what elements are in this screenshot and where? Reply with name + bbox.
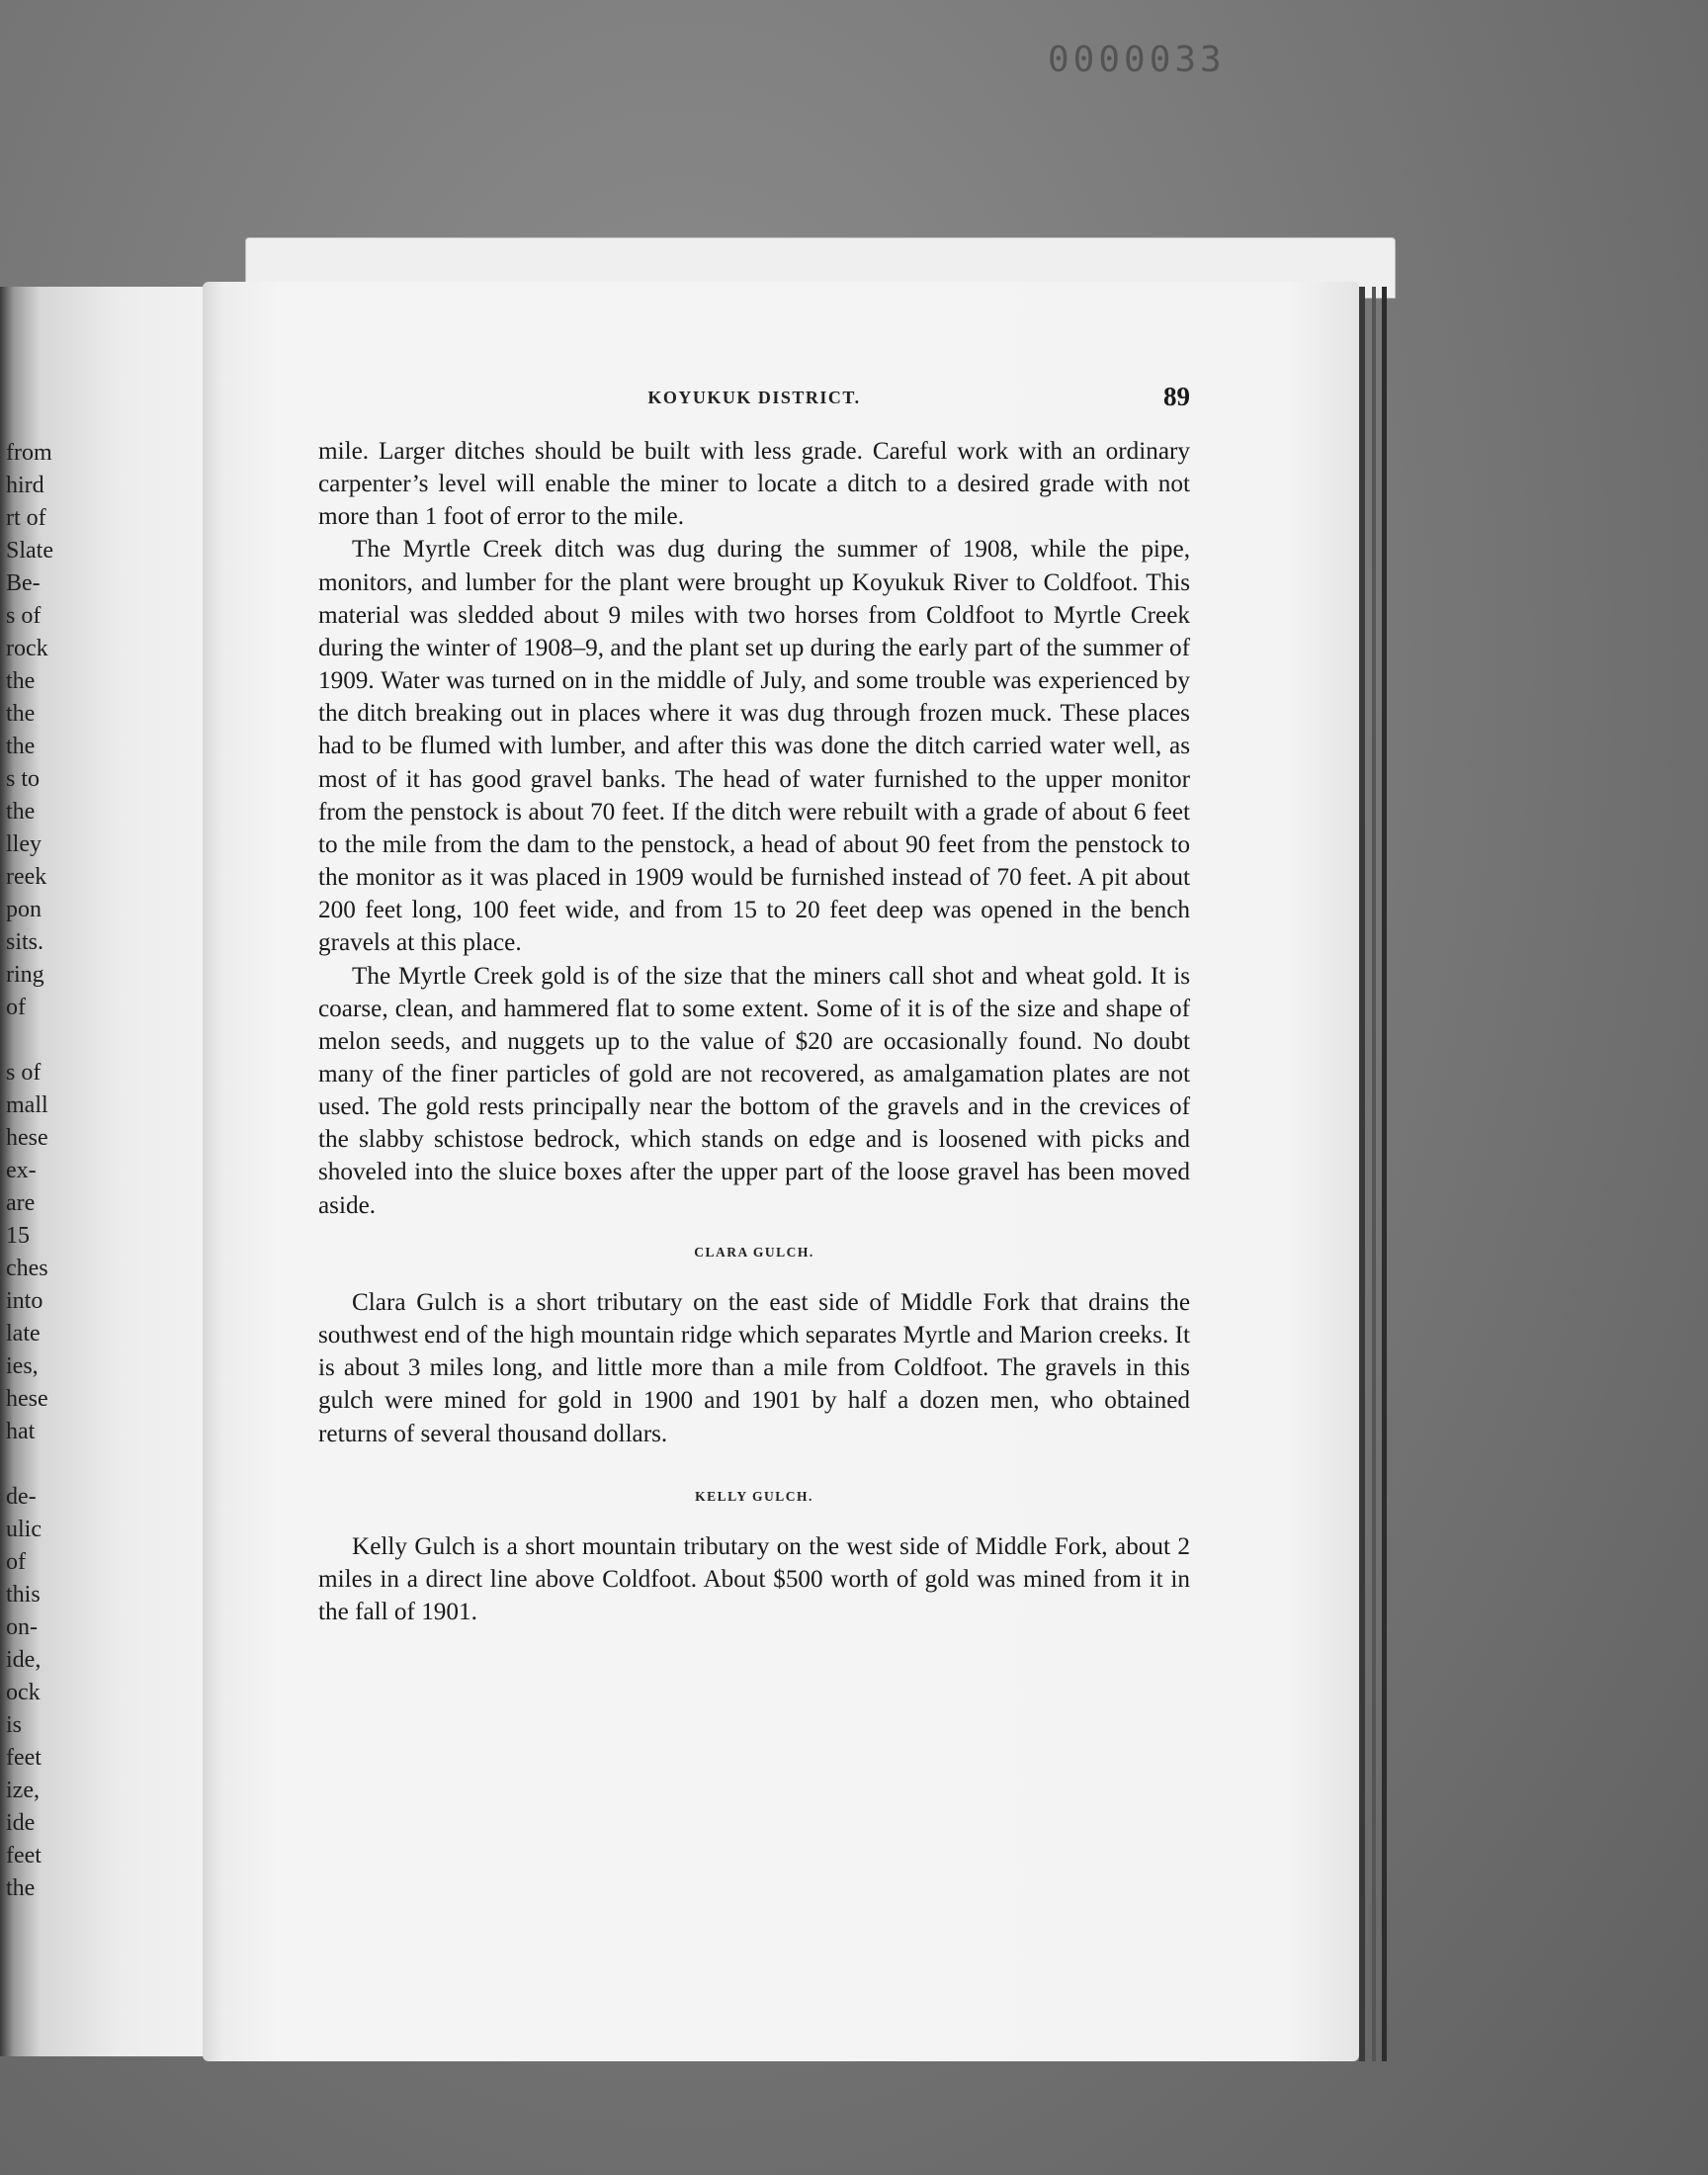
paragraph-kelly-gulch: Kelly Gulch is a short mountain tributary on the west side of Middle Fork, about 2 miles in a direct line above Coldfoot. About $500 worth of gold was mined from it in the fall of 1901.	[318, 1532, 1190, 1626]
left-facing-page	[0, 287, 217, 2056]
page-edge-line	[1359, 287, 1365, 2061]
left-page-fragment: mall	[6, 1092, 48, 1118]
left-page-fragment: of	[6, 995, 26, 1020]
left-page-fragment: are	[6, 1190, 36, 1216]
left-page-fragment: hird	[6, 473, 44, 498]
left-page-fragment: ide,	[6, 1647, 42, 1673]
left-page-fragment: hese	[6, 1386, 48, 1412]
left-page-fragment	[6, 1448, 53, 1481]
left-page-text-fragments	[6, 437, 53, 1905]
left-page-fragment: ex-	[6, 1158, 37, 1183]
page-edge-line	[1372, 287, 1376, 2061]
left-page-fragment: ock	[6, 1680, 41, 1705]
left-page-fragment: the	[6, 701, 36, 727]
left-page-fragment: hese	[6, 1125, 48, 1151]
left-page-fragment	[6, 1024, 53, 1057]
section-heading-kelly-gulch: KELLY GULCH.	[695, 1488, 813, 1504]
left-page-fragment: ches	[6, 1256, 48, 1281]
left-page-fragment: ring	[6, 962, 44, 988]
left-page-fragment: s of	[6, 1060, 42, 1086]
left-page-fragment: ulic	[6, 1517, 42, 1542]
left-page-fragment: lley	[6, 831, 42, 857]
paragraph-myrtle-gold: The Myrtle Creek gold is of the size that the miners call shot and wheat gold. It is coarse, clean, and hammered flat to some extent. Some of it is of the size and shape of melon seeds, and nuggets up to the value of $20 are occasionally found. No doubt many of the finer particles of gold are not recovered, as amalgamation plates are not used. The gold rests principally near the bottom of the gravels and in the crevices of the slabby schistose bedrock, which stands on edge and is loosened with picks and shoveled into the sluice boxes after the upper part of the loose gravel has been moved aside.	[318, 962, 1190, 1219]
left-page-fragment: the	[6, 799, 36, 825]
left-page-fragment: hat	[6, 1419, 36, 1444]
paragraph-myrtle-ditch: The Myrtle Creek ditch was dug during the summer of 1908, while the pipe, monitors, and lumber for the plant were brought up Koyukuk River to Coldfoot. This material was sledded about 9 miles with two horses from Coldfoot to Myrtle Creek during the winter of 1908–9, and the plant set up during the early part of the summer of 1909. Water was turned on in the middle of July, and some trouble was experienced by the ditch breaking out in places where it was dug through frozen muck. These places had to be flumed with lumber, and after this was done the ditch carried water well, as most of it has good gravel banks. The head of water furnished to the upper monitor from the penstock is about 70 feet. If the ditch were rebuilt with a grade of about 6 feet to the mile from the dam to the penstock, a head of about 90 feet from the penstock to the monitor as it was placed in 1909 would be furnished instead of 70 feet. A pit about 200 feet long, 100 feet wide, and from 15 to 20 feet deep was opened in the bench gravels at this place.	[318, 536, 1190, 957]
left-page-fragment: reek	[6, 864, 47, 890]
left-page-fragment: rock	[6, 636, 48, 661]
page-edge-line	[1382, 287, 1387, 2061]
page-number: 89	[1163, 382, 1190, 411]
left-page-fragment: from	[6, 440, 52, 466]
left-page-fragment: 15	[6, 1223, 30, 1249]
left-page-fragment: ide	[6, 1810, 36, 1836]
left-page-fragment: feet	[6, 1843, 42, 1869]
left-page-fragment: rt of	[6, 505, 46, 531]
left-page-fragment: ize,	[6, 1778, 40, 1803]
running-head-title: KOYUKUK DISTRICT.	[647, 388, 861, 407]
left-page-fragment: Slate	[6, 538, 53, 564]
left-page-fragment: this	[6, 1582, 41, 1608]
left-page-fragment: of	[6, 1549, 26, 1575]
scan-serial-number: 0000033	[1048, 40, 1226, 80]
left-page-fragment: late	[6, 1321, 41, 1347]
running-head	[318, 382, 1190, 415]
left-page-fragment: the	[6, 668, 36, 694]
paragraph-continuation: mile. Larger ditches should be built with less grade. Careful work with an ordinary carpenter’s level will enable the miner to locate a ditch to a desired grade with not more than 1 foot of error to the mile.	[318, 438, 1190, 531]
left-page-fragment: the	[6, 1875, 36, 1901]
left-page-fragment: ies,	[6, 1353, 39, 1379]
section-heading-clara-gulch: CLARA GULCH.	[694, 1244, 814, 1260]
left-page-fragment: the	[6, 734, 36, 759]
left-page-fragment: feet	[6, 1745, 42, 1771]
left-page-fragment: s of	[6, 603, 42, 629]
left-page-fragment: into	[6, 1288, 43, 1314]
left-page-fragment: is	[6, 1712, 23, 1738]
paragraph-clara-gulch: Clara Gulch is a short tributary on the east side of Middle Fork that drains the southwest end of the high mountain ridge which separates Myrtle and Marion creeks. It is about 3 miles long, and little more than a mile from Coldfoot. The gravels in this gulch were mined for gold in 1900 and 1901 by half a dozen men, who obtained returns of several thousand dollars.	[318, 1288, 1190, 1447]
left-page-fragment: on-	[6, 1614, 38, 1640]
left-page-fragment: pon	[6, 897, 42, 922]
left-page-fragment: sits.	[6, 929, 44, 955]
page-body	[318, 435, 1190, 1628]
left-page-fragment: de-	[6, 1484, 37, 1510]
left-page-fragment: s to	[6, 766, 41, 792]
left-page-fragment: Be-	[6, 570, 41, 596]
